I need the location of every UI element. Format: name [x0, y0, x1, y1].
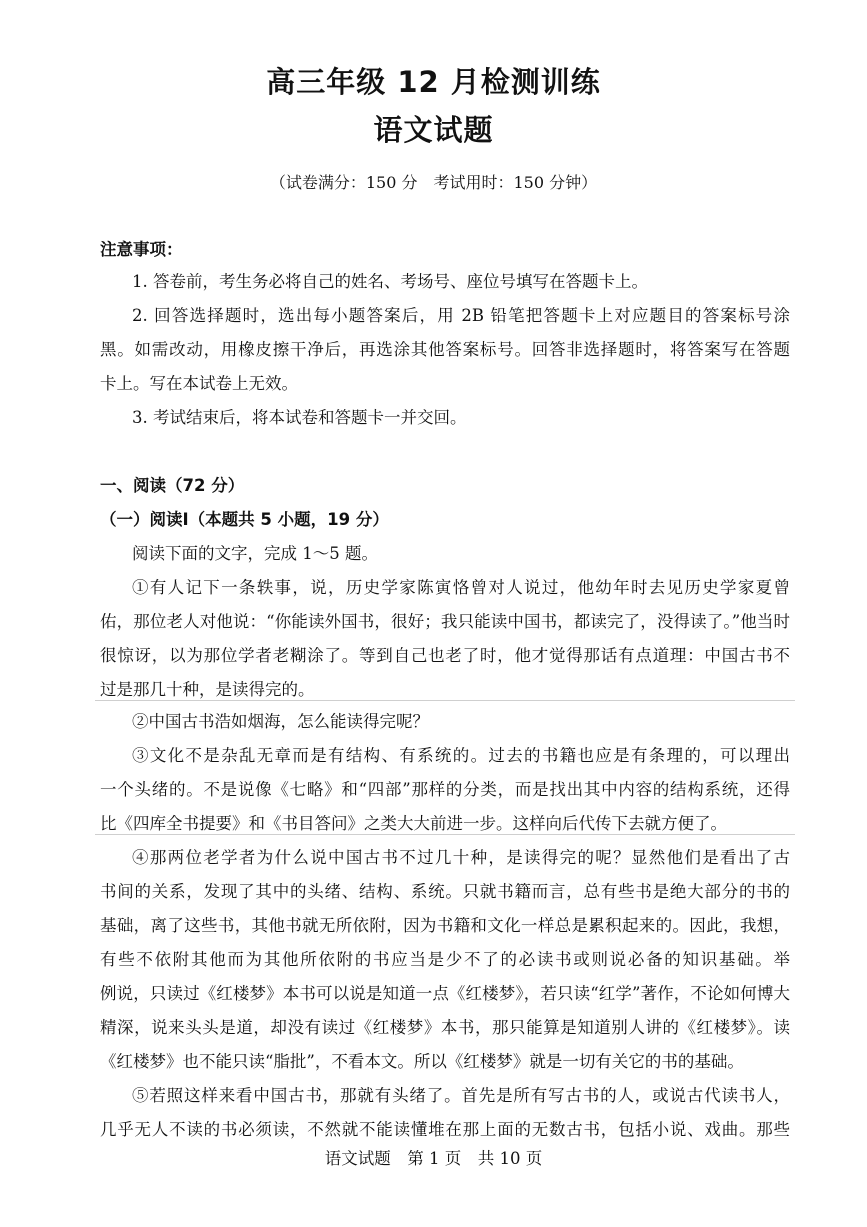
scan-divider: [95, 834, 795, 835]
sub-section-heading: （一）阅读Ⅰ（本题共 5 小题，19 分）: [100, 510, 389, 529]
reading-instruction: 阅读下面的文字，完成 1～5 题。: [132, 544, 378, 563]
exam-meta: （试卷满分：150 分 考试用时：150 分钟）: [269, 173, 598, 192]
notice-item-2-line-2: 黑。如需改动，用橡皮擦干净后，再选涂其他答案标号。回答非选择题时，将答案写在答题: [100, 340, 790, 359]
passage-line: 过是那几十种，是读得完的。: [100, 680, 315, 699]
passage-line: 有些不依附其他而为其他所依附的书应当是少不了的必读书或则说必备的知识基础。举: [100, 950, 790, 969]
passage-line: ③文化不是杂乱无章而是有结构、有系统的。过去的书籍也应是有条理的，可以理出: [132, 746, 790, 765]
exam-title: 高三年级 12 月检测训练: [266, 65, 601, 99]
passage-line: 几乎无人不读的书必须读，不然就不能读懂堆在那上面的无数古书，包括小说、戏曲。那些: [100, 1120, 790, 1139]
passage-line: 《红楼梦》也不能只读“脂批”，不看本文。所以《红楼梦》就是一切有关它的书的基础。: [100, 1052, 744, 1071]
passage-line: 比《四库全书提要》和《书目答问》之类大大前进一步。这样向后代传下去就方便了。: [100, 814, 727, 833]
passage-line: 例说，只读过《红楼梦》本书可以说是知道一点《红楼梦》，若只读“红学”著作，不论如何博大: [100, 984, 790, 1003]
passage-line: ④那两位老学者为什么说中国古书不过几十种，是读得完的呢？显然他们是看出了古: [132, 848, 790, 867]
passage-line: 书间的关系，发现了其中的头绪、结构、系统。只就书籍而言，总有些书是绝大部分的书的: [100, 882, 790, 901]
notice-item-1: 1. 答卷前，考生务必将自己的姓名、考场号、座位号填写在答题卡上。: [132, 272, 648, 291]
scan-divider: [95, 700, 795, 701]
notice-item-2-line-3: 卡上。写在本试卷上无效。: [100, 374, 298, 393]
passage-line: 很惊讶，以为那位学者老糊涂了。等到自己也老了时，他才觉得那话有点道理：中国古书不: [100, 646, 790, 665]
passage-line: 佑，那位老人对他说：“你能读外国书，很好；我只能读中国书，都读完了，没得读了。”他当时: [100, 612, 790, 631]
passage-line: 一个头绪的。不是说像《七略》和“四部”那样的分类，而是找出其中内容的结构系统，还得: [100, 780, 790, 799]
notice-item-2-line-1: 2. 回答选择题时，选出每小题答案后，用 2B 铅笔把答题卡上对应题目的答案标号涂: [132, 306, 790, 325]
section-heading: 一、阅读（72 分）: [100, 476, 245, 495]
passage-line: 精深，说来头头是道，却没有读过《红楼梦》本书，那只能算是知道别人讲的《红楼梦》。读: [100, 1018, 790, 1037]
passage-line: ⑤若照这样来看中国古书，那就有头绪了。首先是所有写古书的人，或说古代读书人，: [132, 1086, 790, 1105]
notice-item-3: 3. 考试结束后，将本试卷和答题卡一并交回。: [132, 408, 467, 427]
subject-title: 语文试题: [373, 113, 494, 147]
passage-line: ①有人记下一条轶事，说，历史学家陈寅恪曾对人说过，他幼年时去见历史学家夏曾: [132, 578, 790, 597]
notice-heading: 注意事项：: [100, 240, 183, 259]
passage-line: 基础，离了这些书，其他书就无所依附，因为书籍和文化一样总是累积起来的。因此，我想，: [100, 916, 790, 935]
page-footer: 语文试题 第 1 页 共 10 页: [324, 1149, 543, 1168]
passage-line: ②中国古书浩如烟海，怎么能读得完呢？: [132, 712, 429, 731]
